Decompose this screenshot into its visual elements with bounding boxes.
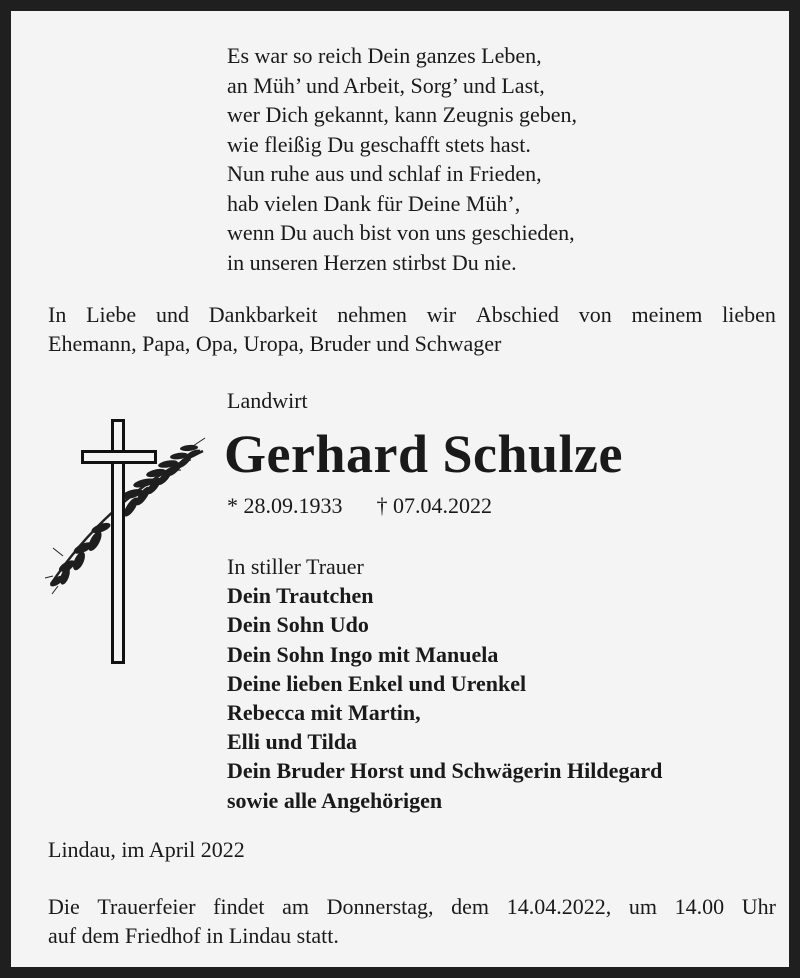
- mourner: Dein Sohn Udo: [227, 612, 369, 638]
- word: findet: [213, 894, 265, 919]
- mourning-intro: In stiller Trauer: [227, 554, 364, 579]
- word: meinem: [631, 302, 703, 327]
- word: dem: [451, 894, 490, 919]
- word: Die: [48, 894, 80, 919]
- word: am: [282, 894, 309, 919]
- word: 14.04.2022,: [506, 894, 612, 919]
- farewell-line-2: Ehemann, Papa, Opa, Uropa, Bruder und Schwager: [48, 331, 502, 356]
- farewell-line-1: [48, 300, 776, 329]
- mourner: sowie alle Angehörigen: [227, 787, 443, 813]
- word: Dankbarkeit: [208, 302, 318, 327]
- word: Trauerfeier: [97, 894, 196, 919]
- poem-line: Es war so reich Dein ganzes Leben,: [227, 43, 542, 68]
- poem-line: in unseren Herzen stirbst Du nie.: [227, 249, 517, 275]
- poem-line: wenn Du auch bist von uns geschieden,: [227, 220, 575, 245]
- word: und: [155, 302, 189, 327]
- word: um: [628, 894, 657, 919]
- word: Uhr: [741, 894, 776, 919]
- mourner: Rebecca mit Martin,: [227, 700, 421, 726]
- mourners: [227, 552, 662, 815]
- word: 14.00: [674, 894, 725, 919]
- poem-line: hab vielen Dank für Deine Müh’,: [227, 190, 521, 216]
- deceased-name: Gerhard Schulze: [224, 424, 623, 484]
- word: lieben: [722, 302, 776, 327]
- word: Liebe: [86, 302, 137, 327]
- poem-line: wer Dich gekannt, kann Zeugnis geben,: [227, 102, 578, 127]
- farewell-text: [48, 300, 776, 358]
- life-dates: [227, 493, 492, 519]
- poem-line: Nun ruhe aus und schlaf in Frieden,: [227, 161, 542, 186]
- poem-line: wie fleißig Du geschafft stets hast.: [227, 131, 531, 157]
- word: In: [48, 302, 67, 327]
- poem-line: an Müh’ und Arbeit, Sorg’ und Last,: [227, 72, 545, 98]
- mourner: Dein Trautchen: [227, 583, 374, 609]
- word: Abschied: [475, 302, 559, 327]
- word: nehmen: [337, 302, 407, 327]
- funeral-info: [48, 892, 776, 950]
- funeral-line-1: [48, 892, 776, 921]
- mourner: Deine lieben Enkel und Urenkel: [227, 670, 527, 696]
- funeral-line-2: auf dem Friedhof in Lindau statt.: [48, 923, 339, 948]
- word: wir: [426, 302, 457, 327]
- death-date: † 07.04.2022: [376, 493, 492, 518]
- cross-with-wheat-ear-icon: [43, 416, 208, 666]
- word: von: [578, 302, 612, 327]
- mourner: Dein Bruder Horst und Schwägerin Hildegard: [227, 758, 663, 784]
- birth-date: * 28.09.1933: [227, 493, 343, 518]
- mourner: Elli und Tilda: [227, 729, 358, 755]
- occupation: Landwirt: [227, 388, 308, 413]
- mourner: Dein Sohn Ingo mit Manuela: [227, 641, 499, 667]
- word: Donnerstag,: [326, 894, 434, 919]
- place-and-date: Lindau, im April 2022: [48, 837, 245, 862]
- poem: [227, 41, 577, 277]
